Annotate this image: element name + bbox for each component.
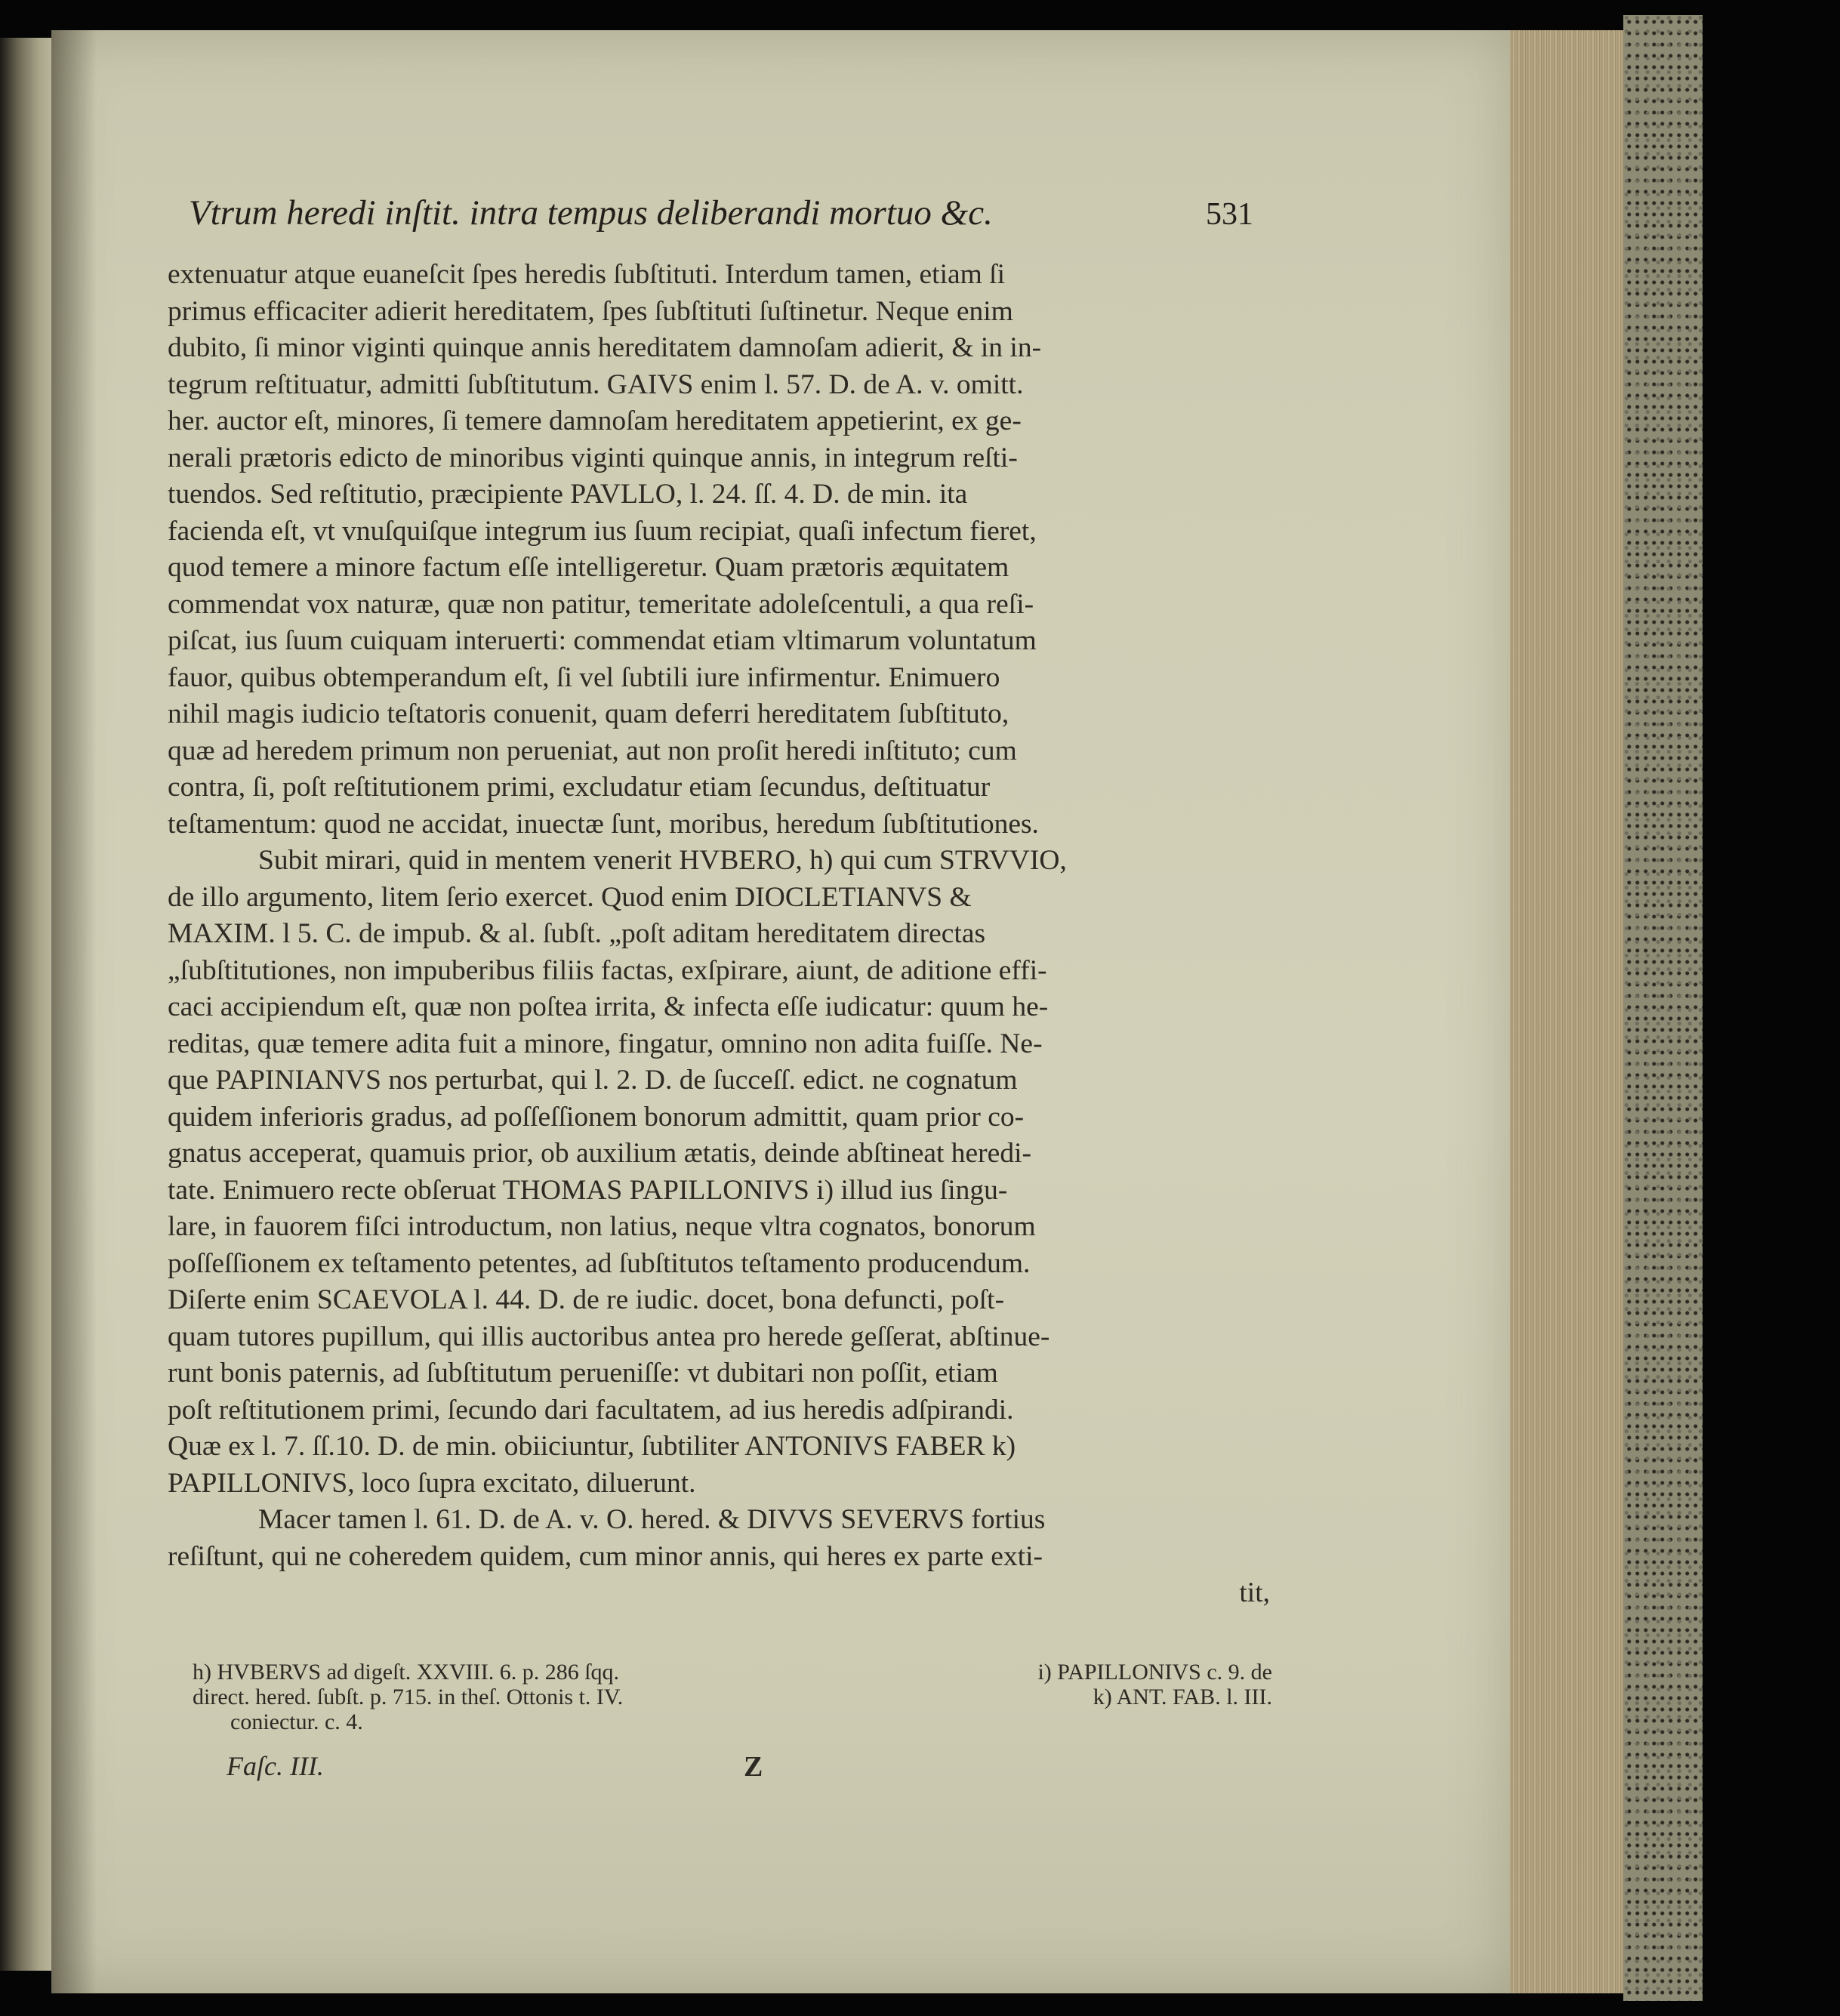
running-header bbox=[189, 193, 1253, 241]
text-line: fauor, quibus obtemperandum eſt, ſi vel ſubtili iure infirmentur. Enimuero bbox=[168, 661, 1000, 693]
text-line: caci accipiendum eſt, quæ non poſtea irrita, & infecta eſſe iudicatur: quum he- bbox=[168, 991, 1049, 1022]
text-line: commendat vox naturæ, quæ non patitur, temeritate adoleſcentuli, a qua reſi- bbox=[168, 588, 1034, 620]
text-line: Diſerte enim SCAEVOLA l. 44. D. de re iudic. docet, bona defuncti, poſt- bbox=[168, 1284, 1005, 1315]
text-line: quam tutores pupillum, qui illis auctoribus antea pro herede geſſerat, abſtinue- bbox=[168, 1321, 1050, 1352]
body-text bbox=[168, 257, 1270, 1612]
text-line: Macer tamen l. 61. D. de A. v. O. hered. & DIVVS SEVERVS fortius bbox=[258, 1504, 1046, 1535]
text-line: Subit mirari, quid in mentem venerit HVBERO, h) qui cum STRVVIO, bbox=[258, 845, 1067, 876]
text-line: PAPILLONIVS, loco ſupra excitato, diluerunt. bbox=[168, 1467, 696, 1499]
text-line: de illo argumento, litem ſerio exercet. Quod enim DIOCLETIANVS & bbox=[168, 881, 972, 913]
text-line: gnatus acceperat, quamuis prior, ob auxilium ætatis, deinde abſtineat heredi- bbox=[168, 1138, 1031, 1169]
footnotes bbox=[193, 1660, 1272, 1734]
catchword: tit, bbox=[1239, 1577, 1270, 1608]
text-line: „ſubſtitutiones, non impuberibus filiis factas, exſpirare, aiunt, de aditione effi- bbox=[168, 954, 1047, 986]
text-line: reditas, quæ temere adita fuit a minore, fingatur, omnino non adita fuiſſe. Ne- bbox=[168, 1028, 1043, 1059]
gathering-letter: Z bbox=[744, 1751, 763, 1783]
text-line: tuendos. Sed reſtitutio, præcipiente PAVLLO, l. 24. ſſ. 4. D. de min. ita bbox=[168, 479, 968, 510]
text-line: tegrum reſtituatur, admitti ſubſtitutum. GAIVS enim l. 57. D. de A. v. omitt. bbox=[168, 368, 1024, 400]
fascicle-signature: Faſc. III. bbox=[227, 1751, 324, 1781]
text-line: poſt reſtitutionem primi, ſecundo dari facultatem, ad ius heredis adſpirandi. bbox=[168, 1394, 1014, 1426]
text-line: quæ ad heredem primum non perueniat, aut non proſit heredi inſtituto; cum bbox=[168, 735, 1017, 766]
footnote-row bbox=[193, 1660, 1272, 1685]
book-cover bbox=[1623, 15, 1703, 2001]
text-line: quidem inferioris gradus, ad poſſeſſionem bonorum admittit, quam prior co- bbox=[168, 1101, 1025, 1133]
text-line: quod temere a minore factum eſſe intelligeretur. Quam prætoris æquitatem bbox=[168, 552, 1009, 583]
text-line: facienda eſt, vt vnuſquiſque integrum ius ſuum recipiat, quaſi infectum fieret, bbox=[168, 515, 1037, 547]
text-line: MAXIM. l 5. C. de impub. & al. ſubſt. „poſt aditam hereditatem directas bbox=[168, 918, 986, 949]
text-line: runt bonis paternis, ad ſubſtitutum perueniſſe: vt dubitari non poſſit, etiam bbox=[168, 1358, 998, 1389]
text-line: lare, in fauorem fiſci introductum, non latius, neque vltra cognatos, bonorum bbox=[168, 1211, 1036, 1242]
text-line: dubito, ſi minor viginti quinque annis hereditatem damnoſam adierit, & in in- bbox=[168, 332, 1042, 363]
footnote-row bbox=[193, 1685, 1272, 1709]
footnote-h: h) HVBERVS ad digeſt. XXVIII. 6. p. 286 ſqq. bbox=[193, 1660, 620, 1685]
text-line: Quæ ex l. 7. ſſ.10. D. de min. obiiciuntur, ſubtiliter ANTONIVS FABER k) bbox=[168, 1431, 1016, 1462]
text-line: poſſeſſionem ex teſtamento petentes, ad ſubſtitutos teſtamento producendum. bbox=[168, 1247, 1031, 1279]
text-line: contra, ſi, poſt reſtitutionem primi, excludatur etiam ſecundus, deſtituatur bbox=[168, 772, 991, 803]
text-line: nerali prætoris edicto de minoribus viginti quinque annis, in integrum reſti- bbox=[168, 442, 1018, 473]
footnote-h-cont: direct. hered. ſubſt. p. 715. in theſ. Ottonis t. IV. bbox=[193, 1685, 624, 1709]
page-number: 531 bbox=[1206, 197, 1253, 232]
text-line: her. auctor eſt, minores, ſi temere damnoſam hereditatem appetierint, ex ge- bbox=[168, 405, 1022, 436]
text-line: extenuatur atque euaneſcit ſpes heredis ſubſtituti. Interdum tamen, etiam ſi bbox=[168, 259, 1006, 290]
page-stack-edges bbox=[1510, 30, 1626, 1993]
footnote-i: i) PAPILLONIVS c. 9. de bbox=[1037, 1660, 1272, 1685]
text-line: piſcat, ius ſuum cuiquam interuerti: commendat etiam vltimarum voluntatum bbox=[168, 625, 1037, 656]
text-line: primus efficaciter adierit hereditatem, ſpes ſubſtituti ſuſtinetur. Neque enim bbox=[168, 295, 1013, 327]
text-line: tate. Enimuero recte obſeruat THOMAS PAPILLONIVS i) illud ius ſingu- bbox=[168, 1174, 1008, 1206]
text-line: que PAPINIANVS nos perturbat, qui l. 2. D. de ſucceſſ. edict. ne cognatum bbox=[168, 1065, 1018, 1096]
text-line: nihil magis iudicio teſtatoris conuenit, quam deferri hereditatem ſubſtituto, bbox=[168, 698, 1009, 729]
footnote-row bbox=[193, 1709, 1272, 1734]
left-page-edge bbox=[0, 38, 51, 1971]
text-line: teſtamentum: quod ne accidat, inuectæ ſunt, moribus, heredum ſubſtitutiones. bbox=[168, 808, 1039, 840]
page-gutter-shadow bbox=[51, 30, 97, 1993]
running-title: Vtrum heredi inſtit. intra tempus deliberandi mortuo &c. bbox=[189, 193, 993, 233]
text-line: reſiſtunt, qui ne coheredem quidem, cum minor annis, qui heres ex parte exti- bbox=[168, 1540, 1043, 1572]
footnote-k: k) ANT. FAB. l. III. bbox=[1093, 1685, 1272, 1709]
footnote-k-cont: coniectur. c. 4. bbox=[230, 1709, 363, 1734]
